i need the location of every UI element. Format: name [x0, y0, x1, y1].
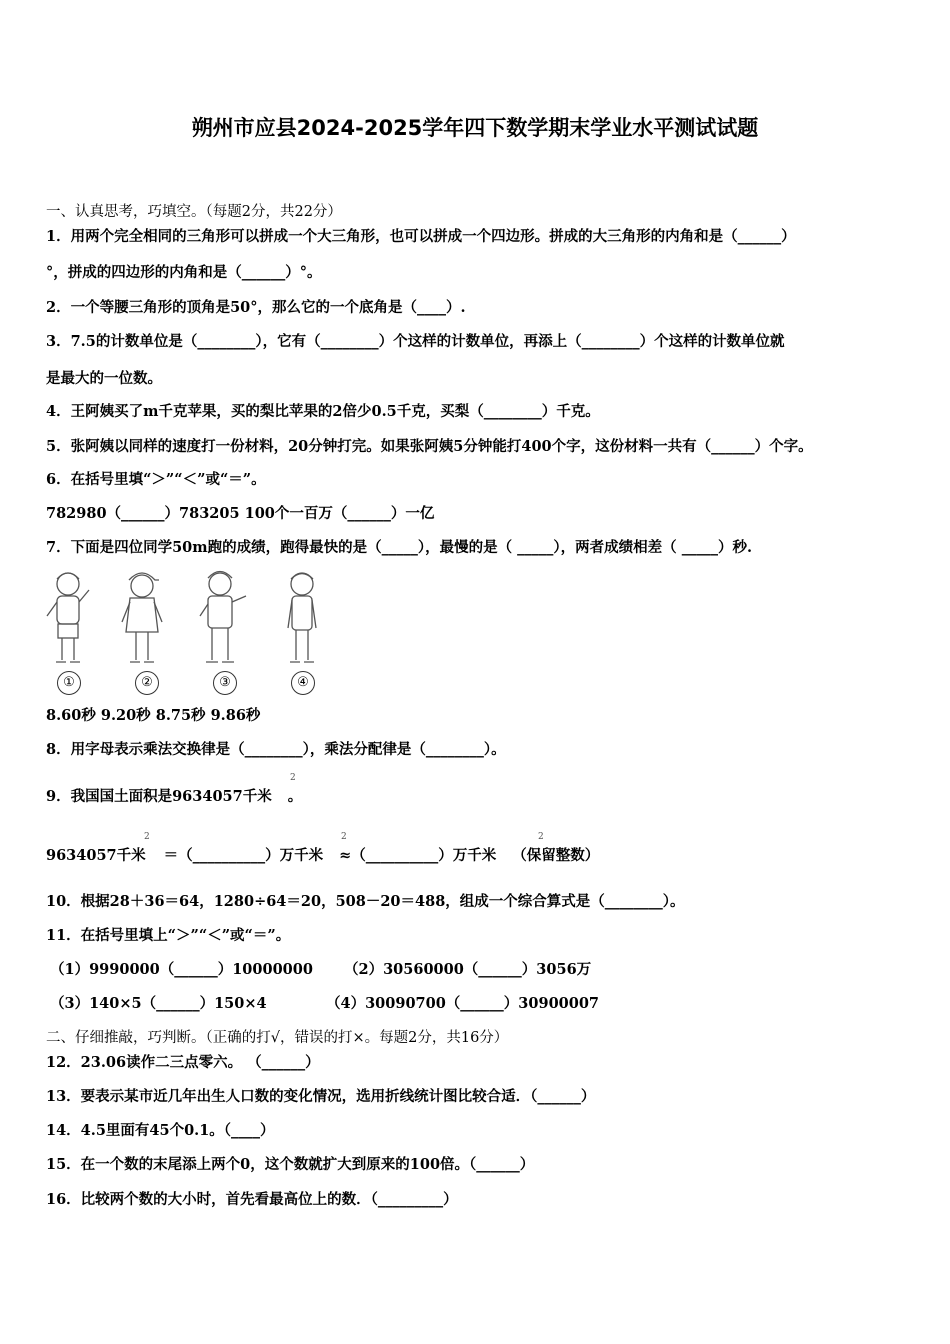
q9-sub-a: 9634057千米 [46, 847, 146, 864]
question-7-times: 8.60秒 9.20秒 8.75秒 9.86秒 [46, 707, 261, 724]
question-14: 14．4.5里面有45个0.1。（____） [46, 1122, 275, 1139]
square-exponent: 2 [341, 832, 347, 842]
question-11-item-3: （3）140×5（______）150×4 [50, 995, 267, 1012]
runner-1-label: ① [57, 671, 81, 695]
question-2: 2．一个等腰三角形的顶角是50°，那么它的一个底角是（____）. [46, 299, 466, 316]
q9-sub-d: （保留整数） [512, 847, 600, 864]
question-16: 16．比较两个数的大小时，首先看最高位上的数．（_________） [46, 1191, 458, 1208]
question-13: 13．要表示某市近几年出生人口数的变化情况，选用折线统计图比较合适．（______） [46, 1088, 596, 1105]
runners-drawing [40, 566, 330, 671]
question-12: 12．23.06读作二三点零六。 （______） [46, 1054, 320, 1071]
question-4: 4．王阿姨买了m千克苹果，买的梨比苹果的2倍少0.5千克，买梨（________）千克。 [46, 403, 600, 420]
runner-2-figure [122, 573, 162, 662]
square-exponent: 2 [144, 832, 150, 842]
question-6: 6．在括号里填“＞”“＜”或“＝”。 [46, 471, 266, 488]
question-11-item-2: （2）30560000（______）3056万 [344, 961, 592, 978]
runner-1-figure [47, 573, 89, 662]
question-1-line2: °，拼成的四边形的内角和是（______）°。 [46, 264, 322, 281]
question-11-item-1: （1）9990000（______）10000000 [50, 961, 313, 978]
question-10: 10．根据28＋36＝64，1280÷64＝20，508－20＝488，组成一个综合算式是（________）。 [46, 893, 685, 910]
section1-heading: 一、认真思考，巧填空。（每题2分，共22分） [46, 204, 342, 220]
question-8: 8．用字母表示乘法交换律是（________），乘法分配律是（________）。 [46, 741, 506, 758]
question-9-text: 9．我国国土面积是9634057千米 [46, 788, 272, 805]
question-3-line2: 是最大的一位数。 [46, 370, 162, 387]
page-title: 朔州市应县2024-2025学年四下数学期末学业水平测试试题 [191, 116, 759, 140]
runner-4-label: ④ [291, 671, 315, 695]
runners-illustration [40, 566, 330, 696]
section2-heading: 二、仔细推敲，巧判断。（正确的打√，错误的打×。每题2分，共16分） [46, 1030, 509, 1046]
runner-3-figure [200, 572, 246, 663]
runner-4-figure [288, 573, 316, 662]
question-1-line1: 1．用两个完全相同的三角形可以拼成一个大三角形，也可以拼成一个四边形。拼成的大三角形的内角和是（______） [46, 228, 796, 245]
q9-sub-b: ＝（__________）万千米 [163, 847, 324, 864]
question-9-end: 。 [287, 788, 303, 805]
question-11: 11．在括号里填上“＞”“＜”或“＝”。 [46, 927, 291, 944]
question-9-sub [46, 846, 599, 866]
question-11-item-4: （4）30090700（______）30900007 [326, 995, 600, 1012]
square-exponent: 2 [290, 773, 296, 783]
question-6-items: 782980（______）783205 100个一百万（______）一亿 [46, 505, 435, 522]
runner-2-label: ② [135, 671, 159, 695]
question-9 [46, 787, 302, 807]
question-7: 7．下面是四位同学50m跑的成绩，跑得最快的是（_____），最慢的是（ _____），两者成绩相差（ _____）秒. [46, 539, 753, 556]
question-5: 5．张阿姨以同样的速度打一份材料，20分钟打完。如果张阿姨5分钟能打400个字，这份材料一共有（______）个字。 [46, 438, 813, 455]
question-3-line1: 3．7.5的计数单位是（________），它有（________）个这样的计数单位，再添上（________）个这样的计数单位就 [46, 333, 785, 350]
question-15: 15．在一个数的末尾添上两个0，这个数就扩大到原来的100倍。（______） [46, 1156, 535, 1173]
runner-3-label: ③ [213, 671, 237, 695]
q9-sub-c: ≈（__________）万千米 [339, 847, 497, 864]
square-exponent: 2 [538, 832, 544, 842]
